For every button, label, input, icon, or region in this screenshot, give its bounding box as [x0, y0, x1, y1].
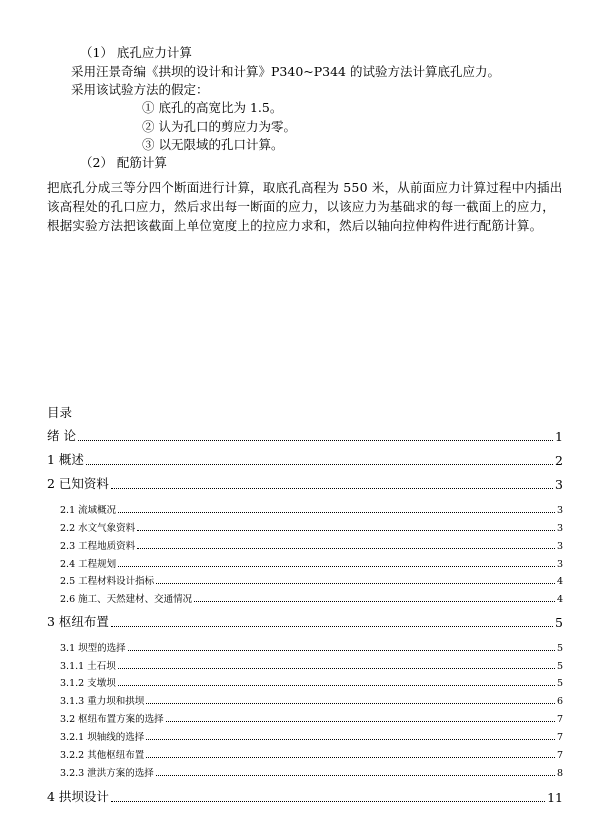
toc-leader [118, 685, 555, 686]
toc-leader [128, 650, 555, 651]
toc-leader [146, 703, 555, 704]
toc-page-number: 3 [556, 541, 563, 552]
toc-entry[interactable] [47, 614, 563, 630]
toc-entry[interactable] [60, 676, 563, 689]
toc-leader [118, 668, 555, 669]
toc-entry[interactable] [60, 521, 563, 534]
toc-leader [137, 548, 555, 549]
toc-entry[interactable] [60, 539, 563, 552]
toc-label: 3.1.3 重力坝和拱坝 [60, 696, 145, 707]
toc-entry[interactable] [47, 428, 563, 444]
toc-page-number: 1 [555, 429, 563, 444]
toc-label: 3.2.3 泄洪方案的选择 [60, 768, 154, 779]
toc-entry[interactable] [60, 766, 563, 779]
toc-entry[interactable] [60, 730, 563, 743]
toc-leader [194, 601, 555, 602]
toc-label: 3.2.1 坝轴线的选择 [60, 732, 145, 743]
toc-page-number: 2 [555, 453, 563, 468]
toc-entry[interactable] [47, 789, 563, 805]
toc-page-number: 4 [556, 576, 563, 587]
toc-page-number: 11 [547, 790, 563, 805]
toc-label: 2.3 工程地质资料 [60, 541, 136, 552]
toc-label: 绪 论 [47, 428, 76, 443]
assumption-item: ② 认为孔口的剪应力为零。 [142, 119, 296, 134]
toc-label: 3.2 枢纽布置方案的选择 [60, 714, 164, 725]
toc-leader [118, 566, 555, 567]
toc-page-number: 5 [555, 615, 563, 630]
toc-title: 目录 [47, 405, 73, 420]
toc-page-number: 3 [556, 523, 563, 534]
toc-label: 3.1.1 土石坝 [60, 661, 116, 672]
toc-label: 2.4 工程规划 [60, 559, 117, 570]
toc-page-number: 7 [556, 750, 563, 761]
toc-leader [118, 512, 555, 513]
assumption-intro: 采用该试验方法的假定： [71, 82, 209, 97]
toc-label: 3.2.2 其他枢纽布置 [60, 750, 145, 761]
toc-entry[interactable] [47, 476, 563, 492]
toc-leader [137, 530, 555, 531]
toc-entry[interactable] [47, 452, 563, 468]
toc-entry[interactable] [60, 503, 563, 516]
toc-entry[interactable] [60, 748, 563, 761]
toc-leader [146, 757, 555, 758]
toc-page-number: 5 [556, 678, 563, 689]
toc-label: 2.2 水文气象资料 [60, 523, 136, 534]
toc-label: 3.1 坝型的选择 [60, 643, 126, 654]
section-heading-reinforcement: （2） 配筋计算 [80, 155, 167, 170]
toc-page-number: 3 [556, 559, 563, 570]
toc-page-number: 6 [556, 696, 563, 707]
toc-entry[interactable] [60, 592, 563, 605]
toc-entry[interactable] [60, 574, 563, 587]
toc-label: 3 枢纽布置 [47, 614, 109, 629]
toc-page-number: 7 [556, 714, 563, 725]
assumption-item: ① 底孔的高宽比为 1.5。 [142, 100, 283, 115]
toc-page-number: 5 [556, 661, 563, 672]
method-line: 采用汪景奇编《拱坝的设计和计算》P340~P344 的试验方法计算底孔应力。 [71, 64, 500, 79]
toc-entry[interactable] [60, 557, 563, 570]
toc-page-number: 3 [556, 505, 563, 516]
toc-entry[interactable] [60, 694, 563, 707]
reinforcement-paragraph: 把底孔分成三等分四个断面进行计算，取底孔高程为 550 米，从前面应力计算过程中内插出该高程处的孔口应力，然后求出每一断面的应力，以该应力为基础求的每一截面上的应力，根据实验方法把该截面上单位宽度上的拉应力求和，然后以轴向拉伸构件进行配筋计算。 [47, 180, 563, 233]
toc-leader [156, 775, 555, 776]
toc-label: 2.6 施工、天然建材、交通情况 [60, 594, 193, 605]
toc-page-number: 4 [556, 594, 563, 605]
toc-page-number: 7 [556, 732, 563, 743]
toc-page-number: 5 [556, 643, 563, 654]
toc-leader [166, 721, 555, 722]
toc-page-number: 3 [555, 477, 563, 492]
toc-leader [156, 583, 555, 584]
toc-entry[interactable] [60, 641, 563, 654]
toc-entry[interactable] [60, 712, 563, 725]
toc-label: 2.1 流域概况 [60, 505, 117, 516]
toc-label: 4 拱坝设计 [47, 789, 109, 804]
toc-leader [78, 440, 553, 441]
toc-page-number: 8 [556, 768, 563, 779]
toc-label: 2 已知资料 [47, 476, 109, 491]
toc-leader [86, 464, 553, 465]
toc-label: 3.1.2 支墩坝 [60, 678, 116, 689]
toc-leader [111, 488, 553, 489]
toc-label: 1 概述 [47, 452, 84, 467]
toc-leader [146, 739, 555, 740]
toc-label: 2.5 工程材料设计指标 [60, 576, 155, 587]
toc-leader [111, 801, 545, 802]
section-heading-stress: （1） 底孔应力计算 [80, 45, 192, 60]
toc-entry[interactable] [60, 659, 563, 672]
toc-leader [111, 626, 553, 627]
assumption-item: ③ 以无限域的孔口计算。 [142, 137, 284, 152]
